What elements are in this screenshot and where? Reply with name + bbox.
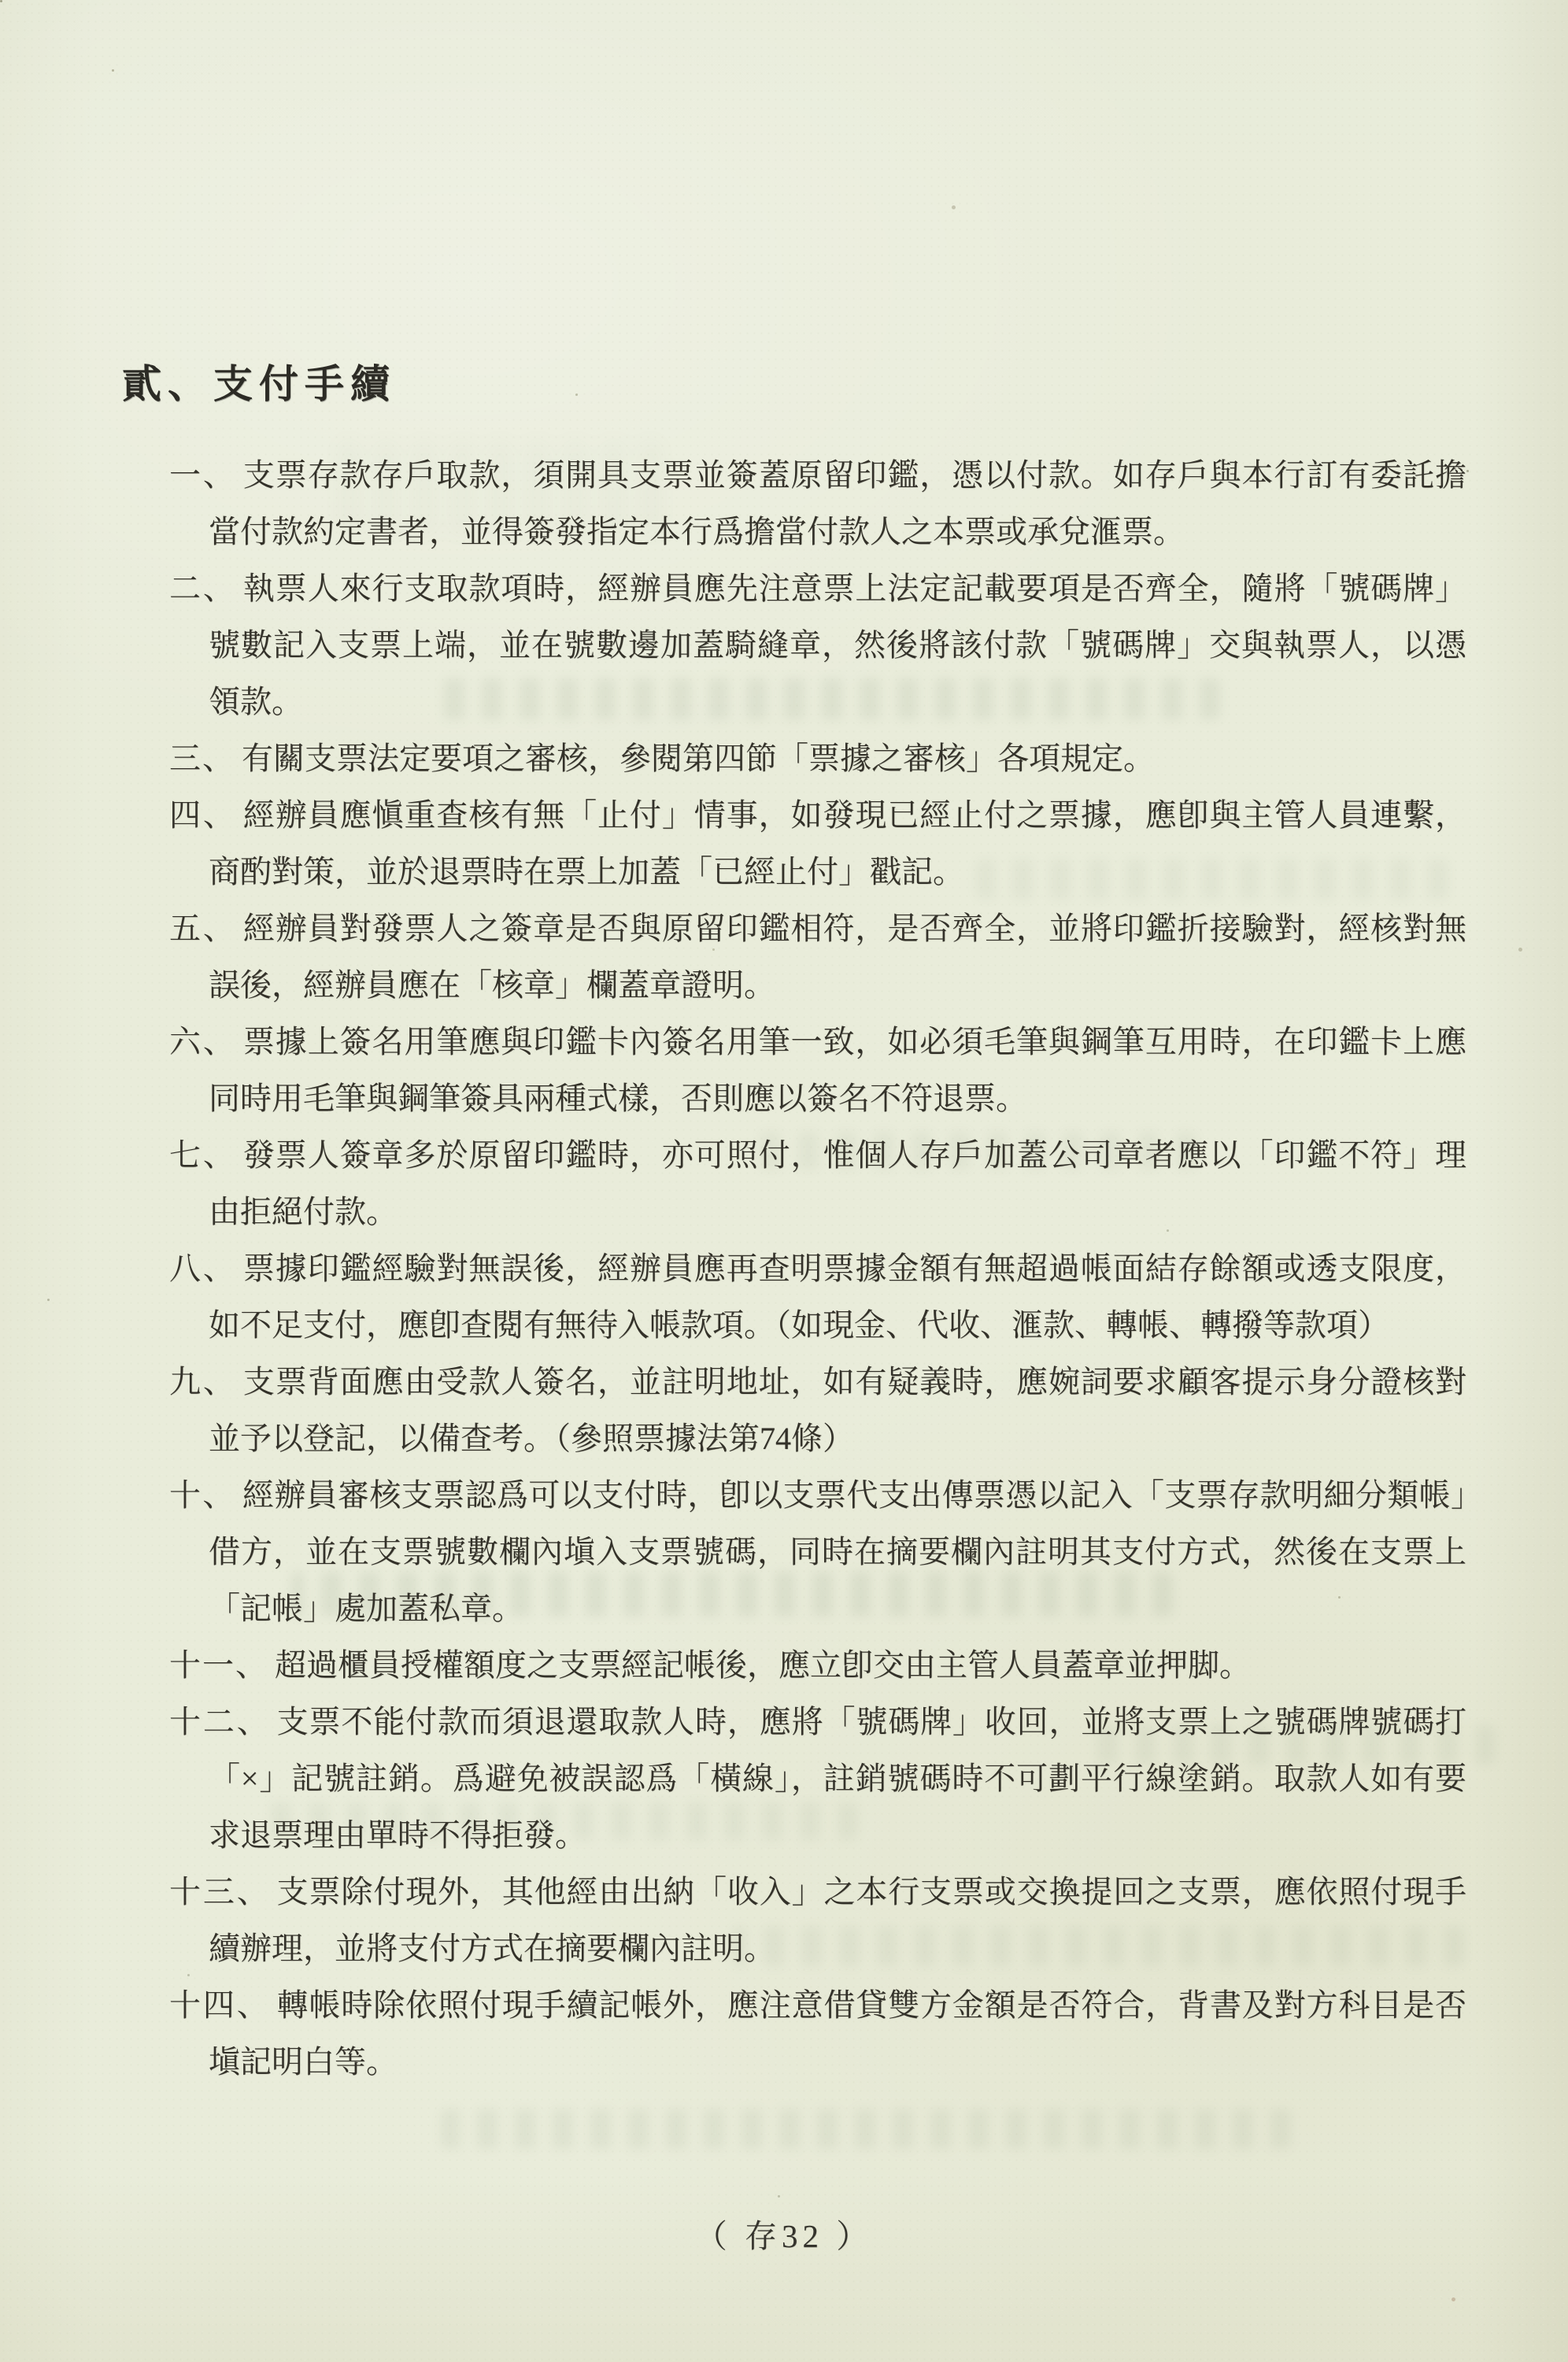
procedure-list [169,447,1466,2090]
item-number: 六、 [169,1024,237,1059]
list-item [169,900,1466,1014]
item-text: 支票背面應由受款人簽名，並註明地址，如有疑義時，應婉詞要求顧客提示身分證核對並予以登記，以備查考。（參照票據法第74條） [209,1364,1467,1456]
list-item [169,1694,1466,1864]
item-text: 執票人來行支取款項時，經辦員應先注意票上法定記載要項是否齊全，隨將「號碼牌」號數記入支票上端，並在號數邊加蓋騎縫章，然後將該付款「號碼牌」交與執票人，以憑領款。 [209,571,1467,719]
item-number: 二、 [169,571,237,606]
list-item [169,1977,1466,2090]
list-item [169,730,1466,787]
list-item [169,560,1466,730]
list-item [169,1467,1466,1637]
list-item [169,1637,1466,1694]
item-number: 五、 [169,911,237,946]
list-item [169,787,1466,900]
item-number: 十、 [169,1477,236,1513]
item-text: 有關支票法定要項之審核，參閱第四節「票據之審核」各項規定。 [242,741,1155,776]
item-number: 十三、 [169,1874,271,1909]
page-number: （ 存32 ） [694,2218,874,2254]
item-number: 四、 [169,797,237,833]
item-text: 票據印鑑經驗對無誤後，經辦員應再查明票據金額有無超過帳面結存餘額或透支限度，如不足支付，應卽查閱有無待入帳款項。（如現金、代收、滙款、轉帳、轉撥等款項） [209,1251,1467,1343]
item-text: 超過櫃員授權額度之支票經記帳後，應立卽交由主管人員蓋章並押脚。 [275,1647,1251,1683]
list-item [169,1014,1466,1127]
item-number: 十一、 [169,1647,268,1683]
item-text: 支票存款存戶取款，須開具支票並簽蓋原留印鑑，憑以付款。如存戶與本行訂有委託擔當付款約定書者，並得簽發指定本行爲擔當付款人之本票或承兌滙票。 [209,457,1467,549]
list-item [169,447,1466,560]
item-number: 八、 [169,1251,237,1286]
item-text: 支票不能付款而須退還取款人時，應將「號碼牌」收回，並將支票上之號碼牌號碼打「×」記號註銷。爲避免被誤認爲「橫線」，註銷號碼時不可劃平行線塗銷。取款人如有要求退票理由單時不得拒發。 [209,1704,1467,1853]
list-item [169,1240,1466,1354]
item-text: 經辦員應愼重查核有無「止付」情事，如發現已經止付之票據，應卽與主管人員連繫，商酌對策，並於退票時在票上加蓋「已經止付」戳記。 [209,797,1467,889]
list-item [169,1864,1466,1977]
item-number: 十四、 [169,1987,271,2023]
item-text: 經辦員對發票人之簽章是否與原留印鑑相符，是否齊全，並將印鑑折接驗對，經核對無誤後，經辦員應在「核章」欄蓋章證明。 [209,911,1467,1003]
item-number: 一、 [169,457,237,493]
item-text: 經辦員審核支票認爲可以支付時，卽以支票代支出傳票憑以記入「支票存款明細分類帳」借方，並在支票號數欄內塡入支票號碼，同時在摘要欄內註明其支付方式，然後在支票上「記帳」處加蓋私章。 [209,1477,1467,1626]
item-number: 十二、 [169,1704,271,1739]
item-number: 七、 [169,1137,237,1173]
list-item [169,1354,1466,1467]
list-item [169,1127,1466,1240]
item-text: 票據上簽名用筆應與印鑑卡內簽名用筆一致，如必須毛筆與鋼筆互用時，在印鑑卡上應同時用毛筆與鋼筆簽具兩種式樣，否則應以簽名不符退票。 [209,1024,1467,1116]
item-text: 轉帳時除依照付現手續記帳外，應注意借貸雙方金額是否符合，背書及對方科目是否塡記明白等。 [209,1987,1467,2079]
item-number: 三、 [169,741,235,776]
item-text: 支票除付現外，其他經由出納「收入」之本行支票或交換提回之支票，應依照付現手續辦理，並將支付方式在摘要欄內註明。 [209,1874,1467,1966]
section-title: 貳、支付手續 [122,362,396,406]
item-number: 九、 [169,1364,237,1399]
item-text: 發票人簽章多於原留印鑑時，亦可照付，惟個人存戶加蓋公司章者應以「印鑑不符」理由拒絕付款。 [209,1137,1467,1229]
